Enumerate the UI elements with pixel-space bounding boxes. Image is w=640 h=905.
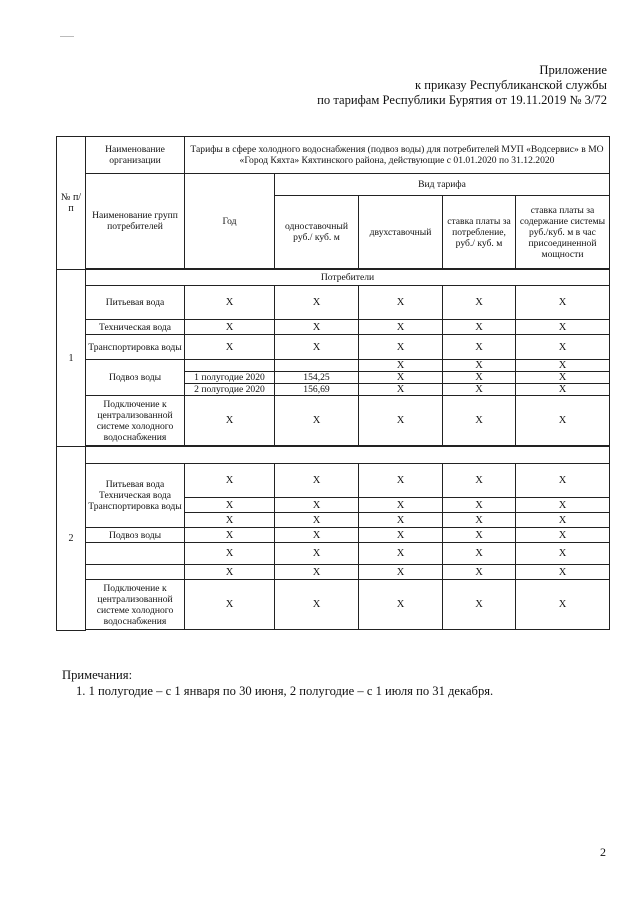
cell-x: Х [275,565,359,580]
row-water-transport: Транспортировка воды [86,335,185,360]
cell-x: Х [359,498,443,513]
cell-x: Х [443,286,516,320]
cell-x: Х [443,335,516,360]
cell-x: Х [275,320,359,335]
cell-x: Х [275,513,359,528]
cell-x: Х [185,498,275,513]
cell-x: Х [359,565,443,580]
cell-x: Х [516,396,610,446]
cell-x: Х [443,384,516,396]
cell-x: Х [185,565,275,580]
cell-x: Х [185,513,275,528]
row-technical-water: Техническая вода [86,320,185,335]
cell-x: Х [359,513,443,528]
cell-x: Х [516,335,610,360]
cell-x: Х [443,396,516,446]
cell-x: Х [359,580,443,630]
maintenance-rate-header: ставка платы за содержание системы руб./куб. м в час присоединенной мощности [516,196,610,269]
cell-x: Х [185,320,275,335]
cell-x: Х [443,580,516,630]
cell-x: Х [359,335,443,360]
cell-x: Х [516,565,610,580]
cell-x: Х [359,528,443,543]
cell-x: Х [516,464,610,498]
section-1-title: Потребители [86,270,610,286]
section-2-title [86,447,610,464]
cell-x: Х [516,384,610,396]
cell-x: Х [443,498,516,513]
cell-x: Х [516,580,610,630]
double-rate-header: двухставочный [359,196,443,269]
cell-x: Х [516,372,610,384]
cell-x: Х [516,498,610,513]
cell-x: Х [275,580,359,630]
cell-x: Х [185,528,275,543]
appendix-title: Приложение [539,63,607,77]
cell-x: Х [516,528,610,543]
cell-x: Х [185,286,275,320]
cell-x: Х [275,396,359,446]
row-connection: Подключение к централизованной системе холодного водоснабжения [86,396,185,446]
tariff-kind-header: Вид тарифа [275,174,610,196]
cell-x: Х [185,543,275,565]
cell-x: Х [185,396,275,446]
cell-x: Х [516,543,610,565]
cell-x: Х [516,513,610,528]
cell-x: Х [516,320,610,335]
single-rate-header: одноставочный руб./ куб. м [275,196,359,269]
cell-x: Х [359,384,443,396]
cell-x: Х [516,360,610,372]
cell-x: Х [275,464,359,498]
row-drinking-water: Питьевая вода [86,286,185,320]
notes-title: Примечания: [62,668,133,682]
row-section2-connection: Подключение к централизованной системе холодного водоснабжения [86,580,185,630]
year-header: Год [185,174,275,269]
cell-x: Х [443,565,516,580]
row-section2-delivery: Подвоз воды [86,528,185,543]
cell-x: Х [359,286,443,320]
cell-x: Х [359,372,443,384]
cell-x: Х [275,498,359,513]
cell-x: Х [443,528,516,543]
cell-x: Х [443,513,516,528]
cell-x: Х [185,464,275,498]
col-number-header: № п/п [57,137,86,270]
cell-x: Х [359,543,443,565]
cell-x: Х [275,543,359,565]
cell-x: Х [443,320,516,335]
consumption-rate-header: ставка платы за потребление, руб./ куб. м [443,196,516,269]
blank-cell [86,565,185,580]
cell-x: Х [359,320,443,335]
notes [62,667,493,699]
tariff-title: Тарифы в сфере холодного водоснабжения (подвоз воды) для потребителей МУП «Водсервис» в МО «Город Кяхта» Кяхтинского района, действующие с 01.01.2020 по 31.12.2020 [185,137,610,174]
scan-artifact [60,36,74,37]
section-1-number: 1 [57,270,86,447]
row-water-delivery: Подвоз воды [86,360,185,396]
cell-x: Х [516,286,610,320]
blank-cell [86,543,185,565]
cell-x: Х [359,464,443,498]
consumer-groups-header: Наименование групп потребителей [86,174,185,269]
cell-x: Х [359,396,443,446]
price-half-1: 154,25 [275,372,359,384]
cell-x: Х [443,360,516,372]
appendix-order-date: по тарифам Республики Бурятия от 19.11.2019 № 3/72 [317,93,607,107]
section-2-number: 2 [57,447,86,631]
org-name-header: Наименование организации [86,137,185,174]
cell-x: Х [443,543,516,565]
cell-x: Х [185,335,275,360]
note-item: 1. 1 полугодие – с 1 января по 30 июня, 2 полугодие – с 1 июля по 31 декабря. [76,684,494,698]
appendix-order-line: к приказу Республиканской службы [415,78,607,92]
cell-x: Х [185,580,275,630]
cell-x: Х [275,286,359,320]
cell-x: Х [443,464,516,498]
blank-cell [185,360,275,372]
row-section2-waters: Питьевая вода Техническая вода Транспортировка воды [86,464,185,528]
cell-x: Х [443,372,516,384]
blank-cell [275,360,359,372]
period-half-1: 1 полугодие 2020 [185,372,275,384]
period-half-2: 2 полугодие 2020 [185,384,275,396]
cell-x: Х [275,335,359,360]
cell-x: Х [275,528,359,543]
price-half-2: 156,69 [275,384,359,396]
page-number: 2 [600,845,606,859]
cell-x: Х [359,360,443,372]
appendix-header [317,63,607,108]
tariff-table [56,136,610,631]
